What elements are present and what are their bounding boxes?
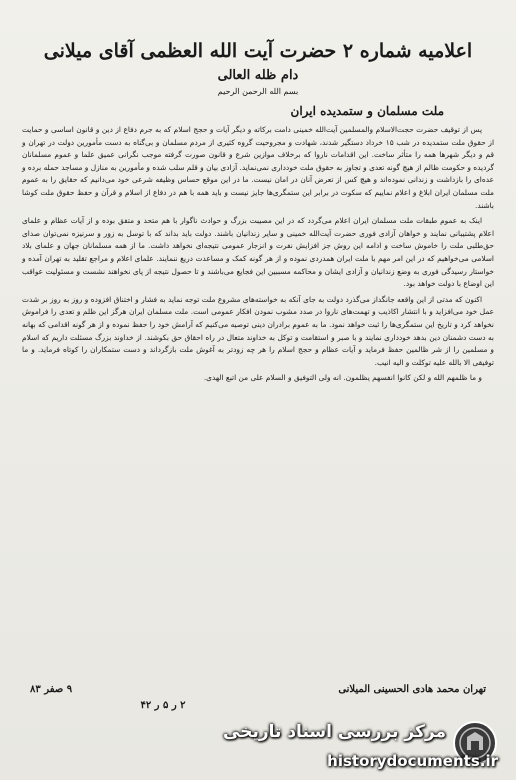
document-subtitle: دام ظله العالی xyxy=(217,68,299,83)
body-paragraph: اکنون که مدتی از این واقعه جانگداز می‌گذرد دولت به جای آنکه به خواسته‌های مشروع ملت توجه نماید به فشار و اختناق افزوده و روز به روز بر شدت عمل خود می‌افزاید و با انتشار اکاذیب و تهمت‌های ناروا در صدد مشوب نمودن افکار عمومی است. ملت مسلمان ایران هرگز این ظلم و تعدی را فراموش نخواهد کرد و تاریخ این ستمگری‌ها را ثبت خواهد نمود. ما به عموم برادران دینی توصیه می‌کنیم که آرامش خود را حفظ نموده و از هر گونه اقدامی که بهانه به دست دشمنان دین بدهد خودداری نمایند و با صبر و استقامت و توکل به خداوند متعال در راه احقاق حق بکوشند. از خداوند بزرگ مسئلت داریم که اسلام و مسلمین را از شر ظالمین حفظ فرماید و آیات عظام و حجج اسلام را هر چه زودتر به آغوش ملت بازگرداند و دست ستمکاران را کوتاه فرماید. و ما توفیقی الا بالله علیه توکلت و الیه انیب. xyxy=(22,294,494,367)
signature: تهران محمد هادی الحسینی المیلانی xyxy=(338,684,486,695)
bismillah: بسم الله الرحمن الرحیم xyxy=(217,87,299,96)
date-solar: ۲ ر ۵ ر ۴۲ xyxy=(140,700,186,711)
body-paragraph: و ما ظلمهم الله و لکن کانوا انفسهم یظلمون. انه ولی التوفیق و السلام علی من اتبع الهدی. xyxy=(203,373,482,383)
date-hijri: ۹ صفر ۸۳ xyxy=(30,684,73,695)
declaration-document xyxy=(22,40,494,388)
body-paragraph: پس از توقیف حضرت حجت‌الاسلام والمسلمین آیت‌الله خمینی دامت برکاته و دیگر آیات و حجج اسلام که به جرم دفاع از دین و قانون اساسی و حمایت از حقوق ملت ستمدیده در شب ۱۵ خرداد دستگیر شدند، شهادت و مجروحیت گروه کثیری از مردم مسلمان و بی‌گناه به دست مأمورین دولت در تهران و قم و دیگر شهرها همه را متأثر ساخت. این اقدامات ناروا که برخلاف موازین شرع و قانون صورت گرفته موجب نگرانی عمیق علما و عموم مسلمانان گردیده و حکومت ظالم از هیچ گونه تعدی و تجاوز به حقوق ملت خودداری نمی‌نماید. آزادی بیان و قلم سلب شده و مأمورین به منازل و مساجد حمله برده و عده‌ای را بازداشت و زندانی نموده‌اند و هیچ کس از تعرض آنان در امان نیست. ما در این موقع حساس وظیفه شرعی خود می‌دانیم که حقایق را به عموم ملت مسلمان ایران ابلاغ و اعلام نماییم که سکوت در برابر این ستمگری‌ها جایز نیست و باید همه با هم در دفاع از اسلام و قرآن و حفظ حقوق ملت کوشا باشند. xyxy=(22,125,495,210)
signature-line xyxy=(30,684,486,695)
watermark-arabic: مرکز بررسی اسناد تاریخی xyxy=(223,722,446,742)
watermark-url: historydocuments.ir xyxy=(327,752,498,770)
body-paragraph: اینک به عموم طبقات ملت مسلمان ایران اعلام می‌گردد که در این مصیبت بزرگ و حوادث ناگوار با هم متحد و متفق بوده و از آیات عظام و علمای اعلام پشتیبانی نمایند و خواهان آزادی فوری حضرت آیت‌الله خمینی و سایر زندانیان باشند. دولت باید بداند که با توسل به زور و سرنیزه نمی‌توان صدای حق‌طلبی ملت را خاموش ساخت و ادامه این روش جز افزایش نفرت و انزجار عمومی نتیجه‌ای نخواهد داشت. ما از همه مسلمانان جهان و علمای بلاد اسلامی می‌خواهیم که در این امر مهم با ملت ایران همدردی نموده و از هر گونه کمک و مساعدت دریغ ننمایند. علمای اعلام و مراجع تقلید به تهران آمده و خواستار رسیدگی فوری به وضع زندانیان و آزادی ایشان و محاکمه مسببین این فجایع می‌باشند و تا حصول نتیجه از پای نخواهند نشست و مسئولیت عواقب این اوضاع با دولت خواهد بود. xyxy=(22,216,494,289)
document-title: اعلامیه شماره ۲ حضرت آیت الله العظمی آقای میلانی xyxy=(43,40,473,62)
watermark xyxy=(223,718,498,776)
address-heading: ملت مسلمان و ستمدیده ایران xyxy=(290,104,444,118)
